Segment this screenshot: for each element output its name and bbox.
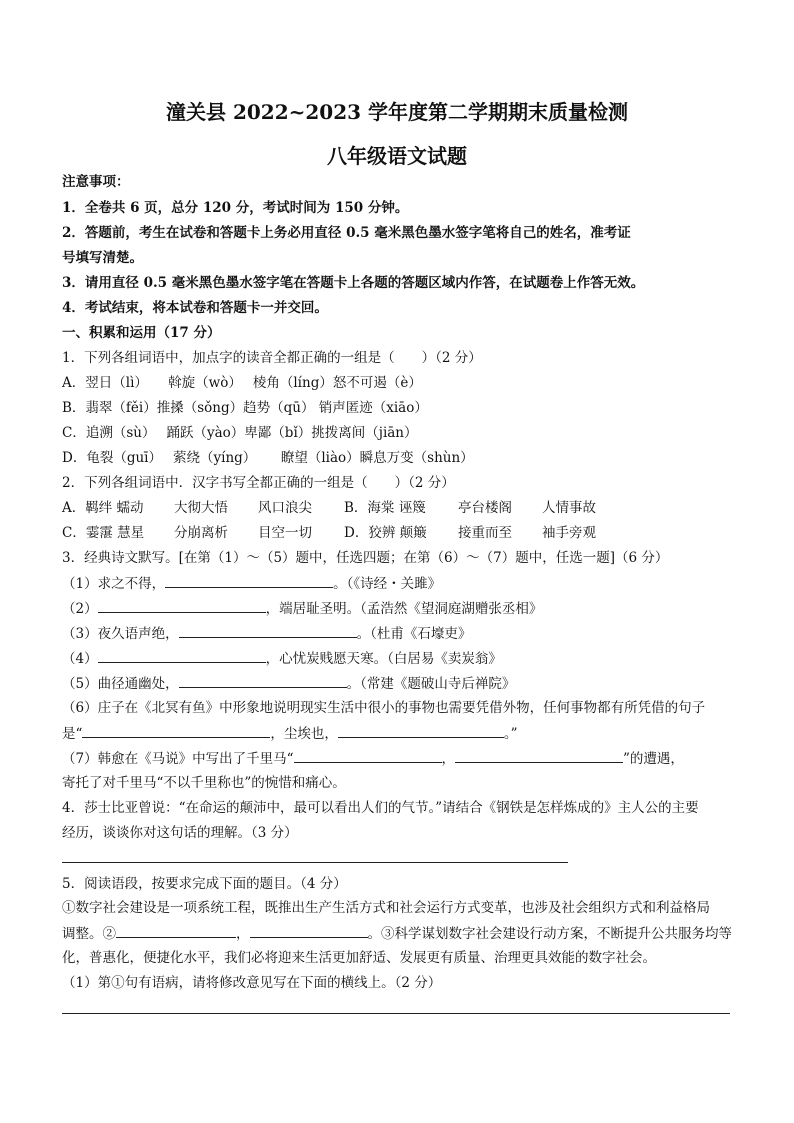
q3-line-3	[62, 621, 734, 646]
q3-line-1	[62, 571, 734, 596]
q3-text: （4）	[62, 651, 98, 667]
q3-line-2	[62, 596, 734, 621]
answer-blank[interactable]	[250, 921, 368, 938]
q3-text: ，	[441, 751, 455, 767]
q5-stem: 5．阅读语段，按要求完成下面的题目。（4 分）	[62, 876, 347, 892]
notice-item: 2．答题前，考生在试卷和答题卡上务必用直径 0.5 毫米黑色墨水签字笔将自己的姓名，准考证	[62, 225, 631, 241]
q3-line-5	[62, 671, 734, 696]
notice-item: 4．考试结束，将本试卷和答题卡一并交回。	[62, 300, 328, 316]
q3-text: 。（杜甫《石壕吏》	[356, 626, 472, 642]
q3-line-6a: （6）庄子在《北冥有鱼》中形象地说明现实生活中很小的事物也需要凭借外物，任何事物都有所凭借的句子	[62, 700, 706, 716]
q5-sub-1: （1）第①句有语病，请将修改意见写在下面的横线上。（2 分）	[62, 975, 442, 991]
q2-options-row2	[62, 521, 734, 545]
notice-item: 3．请用直径 0.5 毫米黑色墨水签字笔在答题卡上各题的答题区域内作答，在试题卷上作答无效。	[62, 275, 645, 291]
notice-item: 1．全卷共 6 页，总分 120 分，考试时间为 150 分钟。	[62, 200, 409, 216]
q3-text: ”的遭遇，	[623, 751, 684, 767]
q5-text: 调整。②	[62, 926, 116, 942]
q3-text: （3）夜久语声绝，	[62, 626, 179, 642]
notice-item: 号填写清楚。	[62, 250, 143, 266]
answer-blank[interactable]	[165, 571, 333, 588]
q3-text: ，尘埃也，	[270, 726, 338, 742]
exam-title: 潼关县 2022~2023 学年度第二学期期末质量检测	[165, 100, 628, 124]
q3-text: （5）曲径通幽处，	[62, 676, 179, 692]
q4-line-1: 4．莎士比亚曾说：“在命运的颠沛中，最可以看出人们的气节。”请结合《钢铁是怎样炼成的》主人公的主要	[62, 800, 699, 816]
q5-paragraph-1: ①数字社会建设是一项系统工程，既推出生产生活方式和社会运行方式变革，也涉及社会组织方式和利益格局	[62, 900, 710, 916]
q2-option-item: D．狡辨 颠簸	[344, 525, 427, 541]
q1-option-b: B．翡翠（fěi）推搡（sǒng）趋势（qū） 销声匿迹（xiāo）	[62, 400, 428, 416]
answer-blank[interactable]	[98, 646, 266, 663]
q1-option-d: D．龟裂（guī） 萦绕（yíng） 瞭望（liào）瞬息万变（shùn）	[62, 450, 474, 466]
q3-text: 。（《诗经・关雎》	[333, 576, 442, 592]
q2-option-item: 亭台楼阁	[458, 500, 512, 516]
q2-option-item: C．霎霮 慧星	[62, 525, 145, 541]
q3-text: 。”	[503, 726, 518, 742]
q3-line-4	[62, 646, 734, 671]
q2-option-item: 人情事故	[542, 500, 596, 516]
notice-heading: 注意事项：	[62, 174, 130, 190]
q2-stem: 2．下列各组词语中．汉字书写全都正确的一组是（ ）（2 分）	[62, 475, 455, 491]
q4-line-2: 经历，谈谈你对这句话的理解。（3 分）	[62, 825, 298, 841]
q2-option-item: B．海棠 诬篾	[344, 500, 426, 516]
q1-option-c: C．追溯（sù） 踊跃（yào）卑鄙（bǐ）挑拨离间（jiān）	[62, 425, 418, 441]
answer-blank[interactable]	[179, 671, 347, 688]
q3-text: 。（常建《题破山寺后禅院》	[346, 676, 516, 692]
q5-paragraph-2	[62, 921, 734, 946]
q3-text: 是“	[62, 726, 83, 742]
answer-blank[interactable]	[98, 596, 266, 613]
q2-option-item: A．羁绊 蠕动	[62, 500, 144, 516]
q4-answer-line[interactable]	[62, 862, 568, 863]
q2-option-item: 袖手旁观	[542, 525, 596, 541]
q5-paragraph-3: 化，普惠化，便捷化水平，我们必将迎来生活更加舒适、发展更有质量、治理更具效能的数字社会。	[62, 950, 656, 966]
q2-option-item: 接重而至	[458, 525, 512, 541]
q3-text: ，心忧炭贱愿天寒。（白居易《卖炭翁》	[265, 651, 502, 667]
q3-text: ，端居耻圣明。（孟浩然《望洞庭湖赠张丞相》	[265, 601, 543, 617]
q2-options-row1	[62, 496, 734, 520]
q2-option-item: 目空一切	[258, 525, 312, 541]
answer-blank[interactable]	[82, 721, 270, 738]
q1-stem: 1．下列各组词语中，加点字的读音全都正确的一组是（ ）（2 分）	[62, 350, 482, 366]
section-heading: 一、积累和运用（17 分）	[62, 325, 221, 341]
q1-option-a: A．翌日（lì） 斡旋（wò） 棱角（líng）怒不可遏（è）	[62, 375, 422, 391]
answer-blank[interactable]	[294, 746, 442, 763]
q3-line-7b: 寄托了对千里马“不以千里称也”的惋惜和痛心。	[62, 775, 346, 791]
q3-stem: 3．经典诗文默写。[在第（1）～（5）题中，任选四题；在第（6）～（7）题中，任选一题]（6 分）	[62, 550, 669, 566]
exam-subtitle: 八年级语文试题	[327, 144, 467, 168]
q3-line-6b	[62, 721, 734, 746]
q2-option-item: 大彻大悟	[174, 500, 228, 516]
q5-text: 。③科学谋划数字社会建设行动方案，不断提升公共服务均等	[367, 926, 732, 942]
q3-line-7a	[62, 746, 734, 771]
answer-blank[interactable]	[338, 721, 504, 738]
q3-text: （7）韩愈在《马说》中写出了千里马“	[62, 751, 294, 767]
q5-answer-line[interactable]	[62, 1013, 730, 1014]
answer-blank[interactable]	[179, 621, 357, 638]
answer-blank[interactable]	[116, 921, 236, 938]
q2-option-item: 风口浪尖	[258, 500, 312, 516]
answer-blank[interactable]	[455, 746, 623, 763]
q3-text: （2）	[62, 601, 98, 617]
q5-text: ，	[236, 926, 250, 942]
q3-text: （1）求之不得，	[62, 576, 166, 592]
q2-option-item: 分崩离析	[174, 525, 228, 541]
